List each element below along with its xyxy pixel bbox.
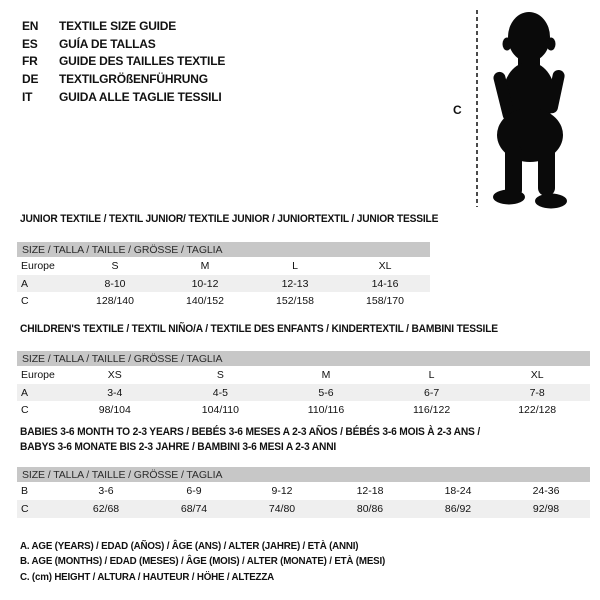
table-cell: 12-13 [281, 277, 309, 290]
language-list [22, 17, 225, 105]
junior-size-table [17, 242, 430, 309]
junior-table-title [20, 212, 470, 227]
row-label: B [21, 485, 29, 497]
size-header-bar: SIZE / TALLA / TAILLE / GRÖSSE / TAGLIA [17, 351, 590, 366]
column-header: S [216, 369, 224, 381]
language-row-de [22, 70, 225, 88]
language-label: TEXTILE SIZE GUIDE [59, 18, 177, 33]
table-cell: 4-5 [212, 386, 228, 399]
table-row-height-cm [17, 401, 590, 418]
legend [20, 539, 413, 585]
legend-text-a: A. AGE (YEARS) / EDAD (AÑOS) / ÂGE (ANS) / ALTER (JAHRE) / ETÀ (ANNI) [20, 540, 359, 552]
column-header: L [292, 260, 298, 272]
legend-line-b [20, 554, 413, 569]
babies-table-title-line2: BABYS 3-6 MONATE BIS 2-3 JAHRE / BAMBINI 3-6 MESI A 2-3 ANNI [20, 441, 337, 453]
language-code: ES [22, 36, 38, 51]
language-label: GUIDA ALLE TAGLIE TESSILI [59, 89, 222, 104]
table-row-height-cm [17, 292, 430, 309]
language-code: EN [22, 18, 39, 33]
language-row-en [22, 17, 225, 35]
table-cell: 3-6 [98, 485, 114, 497]
table-cell: 68/74 [180, 503, 208, 515]
table-row-age-years [17, 275, 430, 292]
row-label: A [21, 386, 29, 399]
language-label: GUÍA DE TALLAS [59, 36, 156, 51]
table-cell: 92/98 [532, 503, 560, 515]
children-table-title-text: CHILDREN'S TEXTILE / TEXTIL NIÑO/A / TEXTILE DES ENFANTS / KINDERTEXTIL / BAMBINI TESSILE [20, 323, 498, 335]
children-table-title [20, 322, 534, 337]
legend-line-c [20, 570, 413, 585]
row-label: C [21, 403, 29, 416]
table-header-row [17, 257, 430, 275]
table-cell: 116/122 [412, 403, 451, 416]
table-cell: 62/68 [92, 503, 120, 515]
legend-text-b: B. AGE (MONTHS) / EDAD (MESES) / ÂGE (MOIS) / ALTER (MONATE) / ETÀ (MESI) [20, 555, 386, 568]
table-cell: 8-10 [104, 277, 126, 290]
table-cell: 6-7 [423, 386, 440, 399]
table-row-height-cm [17, 500, 590, 518]
table-cell: 14-16 [371, 277, 399, 290]
legend-text-c: C. (cm) HEIGHT / ALTURA / HAUTEUR / HÖHE / ALTEZZA [20, 570, 274, 583]
language-label: GUIDE DES TAILLES TEXTILE [59, 54, 226, 69]
table-cell: 9-12 [271, 485, 293, 497]
size-header-bar: SIZE / TALLA / TAILLE / GRÖSSE / TAGLIA [17, 467, 590, 482]
table-cell: 152/158 [276, 294, 314, 307]
row-label: C [21, 294, 29, 307]
table-cell: 12-18 [356, 485, 384, 497]
table-header-row [17, 366, 590, 384]
table-cell: 86/92 [444, 503, 472, 515]
table-row-age-years [17, 384, 590, 401]
baby-silhouette-icon [480, 6, 580, 210]
table-row-age-months [17, 482, 590, 500]
size-header-bar: SIZE / TALLA / TAILLE / GRÖSSE / TAGLIA [17, 242, 430, 257]
table-cell: 98/104 [98, 403, 131, 416]
babies-table-title-line1: BABIES 3-6 MONTH TO 2-3 YEARS / BEBÉS 3-6 MESES A 2-3 AÑOS / BÉBÉS 3-6 MOIS À 2-3 ANS / [20, 426, 481, 438]
table-cell: 74/80 [268, 503, 296, 515]
language-label: TEXTILGRÖßENFÜHRUNG [59, 71, 208, 86]
column-header-region: Europe [21, 260, 55, 272]
table-cell: 104/110 [201, 403, 239, 416]
table-cell: 7-8 [529, 386, 545, 399]
column-header: XL [530, 369, 544, 381]
table-cell: 80/86 [356, 503, 384, 515]
legend-line-a [20, 539, 413, 554]
column-header: L [428, 369, 435, 381]
language-code: FR [22, 54, 38, 69]
height-marker-label: C [453, 103, 462, 117]
language-row-es [22, 35, 225, 53]
table-cell: 140/152 [186, 294, 224, 307]
language-code: IT [22, 89, 33, 104]
language-code: DE [22, 71, 39, 86]
language-row-fr [22, 52, 225, 70]
table-cell: 110/116 [307, 403, 345, 416]
column-header: S [111, 260, 119, 272]
column-header-region: Europe [21, 369, 55, 381]
table-cell: 18-24 [444, 485, 472, 497]
column-header: XS [107, 369, 122, 381]
table-cell: 6-9 [186, 485, 202, 497]
column-header: XL [378, 260, 392, 272]
row-label: C [21, 503, 29, 515]
table-cell: 5-6 [318, 386, 334, 399]
height-measure-dashed-line [476, 10, 478, 207]
table-cell: 122/128 [518, 403, 557, 416]
table-cell: 24-36 [532, 485, 560, 497]
table-cell: 128/140 [96, 294, 134, 307]
children-size-table [17, 351, 590, 418]
column-header: M [321, 369, 331, 381]
table-cell: 3-4 [107, 386, 123, 399]
table-cell: 10-12 [191, 277, 219, 290]
language-row-it [22, 88, 225, 106]
junior-table-title-text: JUNIOR TEXTILE / TEXTIL JUNIOR/ TEXTILE JUNIOR / JUNIORTEXTIL / JUNIOR TESSILE [20, 213, 439, 225]
table-cell: 158/170 [366, 294, 404, 307]
row-label: A [21, 277, 29, 290]
babies-size-table [17, 467, 590, 518]
column-header: M [200, 260, 210, 272]
babies-table-title [20, 425, 515, 455]
